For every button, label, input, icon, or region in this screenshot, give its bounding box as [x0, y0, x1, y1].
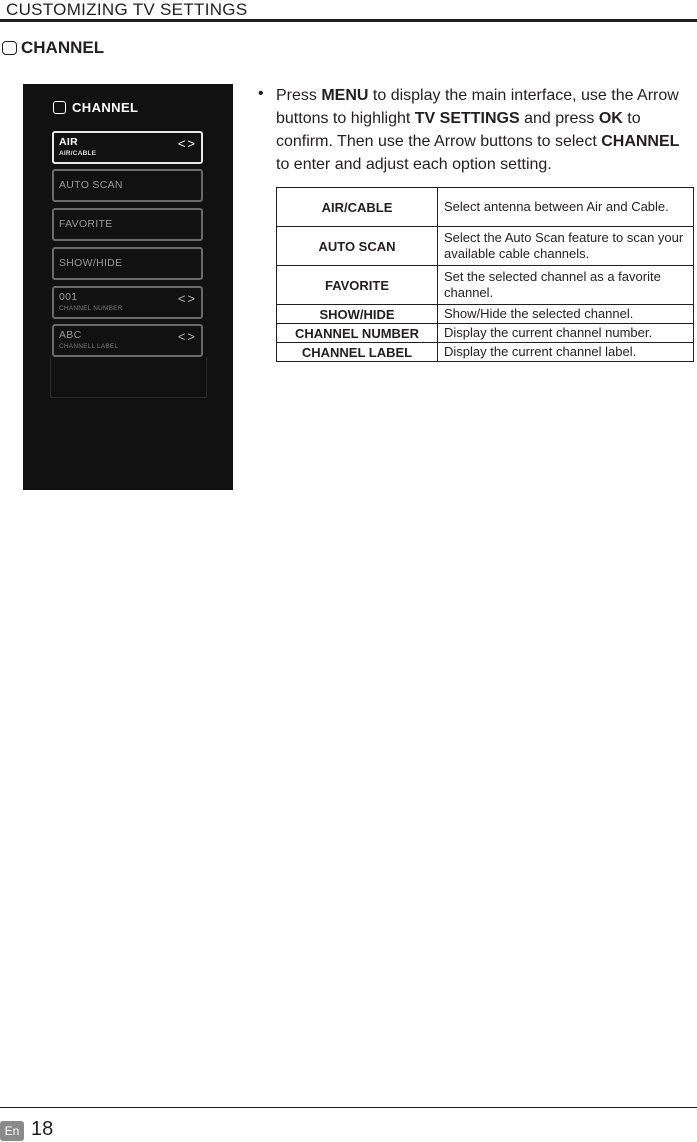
- table-row: [277, 305, 694, 324]
- table-row: [277, 188, 694, 227]
- tv-menu-item-channel-label: [52, 324, 203, 357]
- section-heading: [2, 38, 104, 58]
- tv-menu-header: [53, 100, 138, 115]
- tv-menu-item-label: AIR/CABLE: [59, 150, 97, 157]
- tv-menu-item-value: 001: [59, 291, 78, 303]
- page-number: 18: [31, 1118, 54, 1140]
- left-right-arrows-icon: <>: [177, 136, 197, 151]
- section-heading-label: CHANNEL: [21, 38, 105, 57]
- table-cell-setting: CHANNEL LABEL: [277, 343, 438, 362]
- table-row: [277, 266, 694, 305]
- tv-menu-item-channel-number: [52, 286, 203, 319]
- table-row: [277, 227, 694, 266]
- tv-menu-item-label: CHANNEL NUMBER: [59, 305, 123, 312]
- tv-menu-item-value: ABC: [59, 329, 82, 341]
- tv-menu-item-label: AUTO SCAN: [59, 179, 123, 191]
- table-cell-description: Select antenna between Air and Cable.: [438, 188, 694, 227]
- table-cell-setting: SHOW/HIDE: [277, 305, 438, 324]
- left-right-arrows-icon: <>: [177, 291, 197, 306]
- rounded-square-icon: [2, 41, 17, 55]
- tv-menu-item-label: SHOW/HIDE: [59, 257, 123, 269]
- table-cell-description: Display the current channel number.: [438, 324, 694, 343]
- table-cell-description: Show/Hide the selected channel.: [438, 305, 694, 324]
- instruction-key-tv-settings: TV SETTINGS: [414, 110, 520, 127]
- instruction-text: to confirm. Then use the Arrow buttons to select: [276, 110, 641, 150]
- left-right-arrows-icon: <>: [177, 329, 197, 344]
- tv-menu-title: CHANNEL: [72, 100, 139, 115]
- header-rule: [0, 19, 697, 22]
- table-cell-setting: AIR/CABLE: [277, 188, 438, 227]
- tv-menu-panel-end: [50, 357, 207, 398]
- table-cell-setting: CHANNEL NUMBER: [277, 324, 438, 343]
- instruction-text: Press: [276, 87, 322, 104]
- tv-menu-item-air-cable: [52, 131, 203, 164]
- tv-menu-item-label: FAVORITE: [59, 218, 113, 230]
- page-section-title: CUSTOMIZING TV SETTINGS: [6, 0, 248, 19]
- language-badge: En: [0, 1121, 24, 1141]
- footer-rule: [0, 1107, 697, 1108]
- bullet-icon: •: [258, 85, 264, 102]
- table-row: [277, 343, 694, 362]
- table-cell-description: Select the Auto Scan feature to scan your available cable channels.: [438, 227, 694, 266]
- rounded-square-icon: [53, 101, 66, 114]
- tv-menu-item-show-hide: [52, 247, 203, 280]
- tv-menu-item-label: CHANNELL LABEL: [59, 343, 119, 350]
- table-cell-setting: AUTO SCAN: [277, 227, 438, 266]
- tv-menu-screenshot: [23, 84, 233, 490]
- instruction-text: to enter and adjust each option setting.: [276, 156, 552, 173]
- table-cell-description: Display the current channel label.: [438, 343, 694, 362]
- instructions-paragraph: [276, 84, 686, 176]
- table-row: [277, 324, 694, 343]
- tv-menu-item-auto-scan: [52, 169, 203, 202]
- tv-menu-item-favorite: [52, 208, 203, 241]
- instruction-key-menu: MENU: [321, 87, 369, 104]
- tv-menu-item-value: AIR: [59, 136, 78, 148]
- instruction-text: to display the main interface, use the Arrow buttons to highlight: [276, 87, 679, 127]
- instruction-key-channel: CHANNEL: [601, 133, 680, 150]
- instruction-text: and press: [519, 110, 599, 127]
- table-cell-description: Set the selected channel as a favorite channel.: [438, 266, 694, 305]
- settings-table: [276, 187, 694, 362]
- instruction-key-ok: OK: [598, 110, 623, 127]
- table-cell-setting: FAVORITE: [277, 266, 438, 305]
